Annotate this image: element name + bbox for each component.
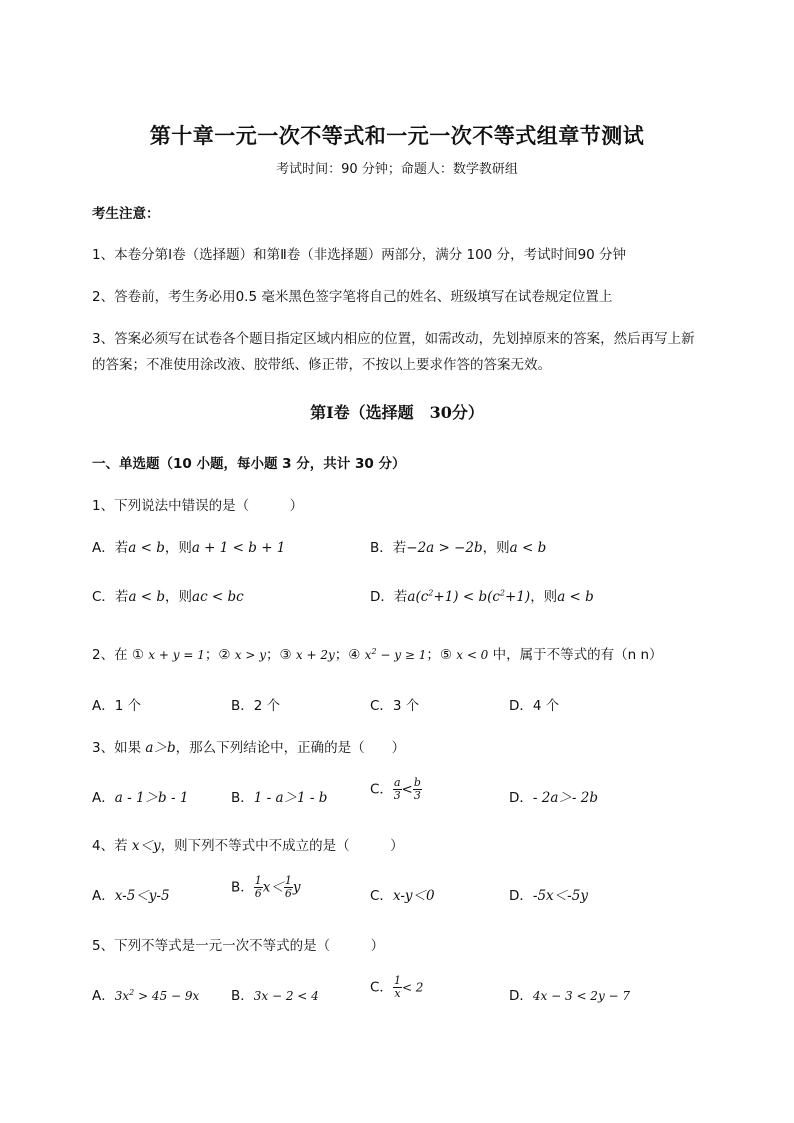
- question-5-option-a[interactable]: A．$3x^2 > 45 - 9x$: [92, 988, 200, 1004]
- question-5-option-b[interactable]: B．3x − 2 < 4: [231, 988, 319, 1004]
- exam-subtitle: 考试时间：90 分钟；命题人：数学教研组: [276, 162, 518, 177]
- part-heading: 一、单选题（10 小题，每小题 3 分，共计 30 分）: [92, 456, 406, 472]
- question-3-option-b[interactable]: B．1 - a＞1 - b: [231, 790, 328, 806]
- question-2-option-d[interactable]: D．4 个: [509, 698, 560, 714]
- question-1-option-d[interactable]: D．若$a(c^2+1) < b(c^2+1)$，则a < b: [370, 588, 594, 605]
- question-2-option-c[interactable]: C．3 个: [370, 698, 420, 714]
- notice-item: 的答案；不准使用涂改液、胶带纸、修正带，不按以上要求作答的答案无效。: [92, 357, 551, 373]
- notice-heading: 考生注意：: [92, 206, 160, 222]
- question-4-option-c[interactable]: C．x-y＜0: [370, 888, 435, 904]
- question-4-option-a[interactable]: A．x-5＜y-5: [92, 888, 170, 904]
- question-2-stem: 2、在 ① x + y = 1；② x > y；③ x + 2y；④ $x^2 - y \ge 1$；⑤ x < 0 中，属于不等式的有（n n）: [92, 647, 663, 663]
- question-4-stem: 4、若 x＜y，则下列不等式中不成立的是（ ）: [92, 838, 404, 854]
- notice-item: 2、答卷前，考生务必用0.5 毫米黑色签字笔将自己的姓名、班级填写在试卷规定位置上: [92, 289, 613, 305]
- question-4-option-d[interactable]: D．-5x＜-5y: [509, 888, 588, 904]
- question-1-option-c[interactable]: C．若a < b，则ac < bc: [92, 589, 244, 605]
- question-5-stem: 5、下列不等式是一元一次不等式的是（ ）: [92, 938, 385, 954]
- question-1-stem: 1、下列说法中错误的是（ ）: [92, 498, 304, 514]
- question-3-option-a[interactable]: A．a - 1＞b - 1: [92, 790, 189, 806]
- question-4-option-b[interactable]: B． $\frac{1}{6}$ x＜ $\frac{1}{6}$ y: [231, 874, 301, 900]
- question-3-option-d[interactable]: D．- 2a＞- 2b: [509, 790, 598, 806]
- notice-item: 3、答案必须写在试卷各个题目指定区域内相应的位置，如需改动，先划掉原来的答案，然后再写上新: [92, 331, 695, 347]
- question-1-option-b[interactable]: B．若−2a > −2b，则a < b: [370, 540, 547, 556]
- exam-title: 第十章一元一次不等式和一元一次不等式组章节测试: [149, 123, 645, 148]
- question-3-option-c[interactable]: C． $\frac{a}{3}$ < $\frac{b}{3}$: [370, 776, 421, 802]
- question-1-option-a[interactable]: A．若a < b，则a + 1 < b + 1: [92, 540, 286, 556]
- question-2-option-b[interactable]: B．2 个: [231, 698, 281, 714]
- question-5-option-c[interactable]: C． $\frac{1}{x}$ < 2: [370, 974, 424, 1000]
- notice-item: 1、本卷分第Ⅰ卷（选择题）和第Ⅱ卷（非选择题）两部分，满分 100 分，考试时间90 分钟: [92, 247, 627, 263]
- question-3-stem: 3、如果 a＞b，那么下列结论中，正确的是（ ）: [92, 740, 406, 756]
- section-title: 第Ⅰ卷（选择题 30分）: [310, 403, 484, 422]
- question-5-option-d[interactable]: D．4x − 3 < 2y − 7: [509, 988, 631, 1004]
- question-2-option-a[interactable]: A．1 个: [92, 698, 142, 714]
